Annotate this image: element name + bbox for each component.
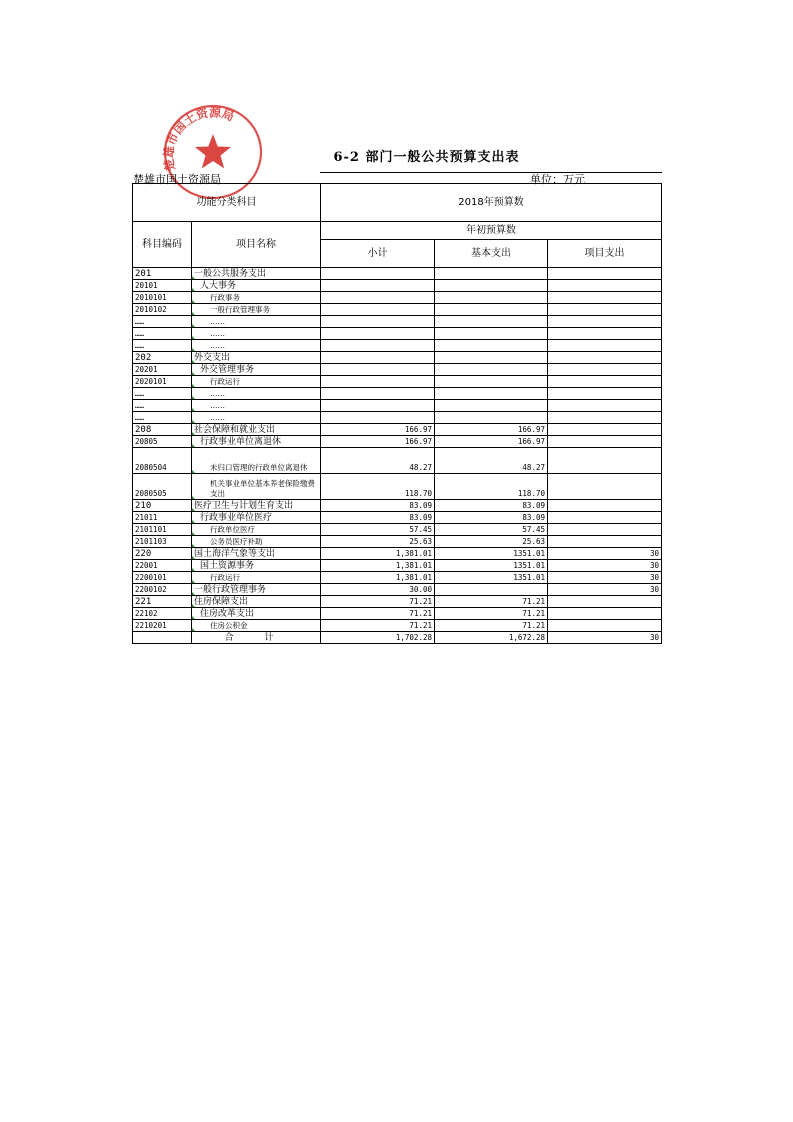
row-name: 行政运行 <box>192 572 321 584</box>
row-subtotal <box>321 352 435 364</box>
header-code: 科目编码 <box>133 222 192 268</box>
row-basic: 48.27 <box>435 448 548 474</box>
row-project: 30 <box>548 548 662 560</box>
row-name: 国土海洋气象等支出 <box>192 548 321 560</box>
row-name: 行政事业单位离退休 <box>192 436 321 448</box>
row-code: 20201 <box>133 364 192 376</box>
table-row <box>133 328 662 340</box>
row-basic: 166.97 <box>435 424 548 436</box>
row-project <box>548 424 662 436</box>
table-row <box>133 280 662 292</box>
table-row <box>133 608 662 620</box>
row-code: 2010102 <box>133 304 192 316</box>
row-name: 社会保障和就业支出 <box>192 424 321 436</box>
row-code: 202 <box>133 352 192 364</box>
table-row <box>133 352 662 364</box>
table-row <box>133 536 662 548</box>
row-code: …… <box>133 400 192 412</box>
row-basic <box>435 268 548 280</box>
row-code: 2080504 <box>133 448 192 474</box>
table-row <box>133 524 662 536</box>
table-row <box>133 412 662 424</box>
row-basic: 25.63 <box>435 536 548 548</box>
row-code: 2200101 <box>133 572 192 584</box>
row-subtotal: 57.45 <box>321 524 435 536</box>
row-project <box>548 524 662 536</box>
table-row <box>133 388 662 400</box>
row-code: 21011 <box>133 512 192 524</box>
header-project: 项目支出 <box>548 240 662 268</box>
row-project <box>548 316 662 328</box>
table-row <box>133 572 662 584</box>
table-row <box>133 512 662 524</box>
row-name: …… <box>192 388 321 400</box>
row-project <box>548 292 662 304</box>
row-subtotal: 30.00 <box>321 584 435 596</box>
row-basic <box>435 584 548 596</box>
row-basic: 1351.01 <box>435 560 548 572</box>
table-row <box>133 376 662 388</box>
row-name: 外交管理事务 <box>192 364 321 376</box>
row-project: 30 <box>548 584 662 596</box>
total-label: 合 计 <box>192 632 321 644</box>
header-divider <box>320 172 662 173</box>
row-code: 201 <box>133 268 192 280</box>
svg-text:楚雄市国土资源局: 楚雄市国土资源局 <box>161 105 236 173</box>
row-code: 22102 <box>133 608 192 620</box>
row-name: …… <box>192 328 321 340</box>
table-row <box>133 620 662 632</box>
row-project <box>548 536 662 548</box>
row-subtotal: 83.09 <box>321 500 435 512</box>
row-name: 人大事务 <box>192 280 321 292</box>
row-name: 一般行政管理事务 <box>192 304 321 316</box>
row-basic: 71.21 <box>435 620 548 632</box>
row-name: 外交支出 <box>192 352 321 364</box>
row-project <box>548 448 662 474</box>
row-subtotal <box>321 412 435 424</box>
organization-name: 楚雄市国土资源局 <box>133 173 221 186</box>
row-basic: 166.97 <box>435 436 548 448</box>
table-row <box>133 316 662 328</box>
row-subtotal <box>321 328 435 340</box>
table-row <box>133 424 662 436</box>
row-subtotal <box>321 388 435 400</box>
row-basic <box>435 376 548 388</box>
row-project <box>548 364 662 376</box>
row-basic: 71.21 <box>435 608 548 620</box>
row-subtotal <box>321 304 435 316</box>
row-subtotal: 83.09 <box>321 512 435 524</box>
table-row <box>133 548 662 560</box>
row-project <box>548 328 662 340</box>
row-project <box>548 596 662 608</box>
total-project: 30 <box>548 632 662 644</box>
row-basic: 83.09 <box>435 512 548 524</box>
row-basic <box>435 412 548 424</box>
row-name: 行政事务 <box>192 292 321 304</box>
row-basic: 118.70 <box>435 474 548 500</box>
row-subtotal <box>321 280 435 292</box>
row-subtotal <box>321 268 435 280</box>
row-basic: 83.09 <box>435 500 548 512</box>
row-project <box>548 512 662 524</box>
header-initial-budget: 年初预算数 <box>321 222 662 240</box>
total-subtotal: 1,702.28 <box>321 632 435 644</box>
row-project <box>548 500 662 512</box>
row-project <box>548 620 662 632</box>
table-row <box>133 500 662 512</box>
row-name: 住房改革支出 <box>192 608 321 620</box>
row-name: …… <box>192 412 321 424</box>
total-basic: 1,672.28 <box>435 632 548 644</box>
row-subtotal <box>321 316 435 328</box>
row-project: 30 <box>548 572 662 584</box>
row-basic <box>435 292 548 304</box>
row-name: 机关事业单位基本养老保险缴费支出 <box>192 474 321 500</box>
row-basic: 57.45 <box>435 524 548 536</box>
row-name: 行政运行 <box>192 376 321 388</box>
row-code: …… <box>133 412 192 424</box>
row-code: …… <box>133 328 192 340</box>
row-code: 2101101 <box>133 524 192 536</box>
row-code: 2020101 <box>133 376 192 388</box>
table-row <box>133 400 662 412</box>
table-row <box>133 304 662 316</box>
row-basic <box>435 388 548 400</box>
row-project <box>548 400 662 412</box>
row-project <box>548 268 662 280</box>
header-basic: 基本支出 <box>435 240 548 268</box>
row-basic <box>435 340 548 352</box>
row-name: 住房公积金 <box>192 620 321 632</box>
row-subtotal: 1,381.01 <box>321 548 435 560</box>
header-name: 项目名称 <box>192 222 321 268</box>
row-code: 22001 <box>133 560 192 572</box>
row-code: …… <box>133 340 192 352</box>
table-row <box>133 560 662 572</box>
row-name: 公务员医疗补助 <box>192 536 321 548</box>
row-name: 行政单位医疗 <box>192 524 321 536</box>
row-code: …… <box>133 388 192 400</box>
row-project <box>548 474 662 500</box>
row-code: 2080505 <box>133 474 192 500</box>
row-code: 2010101 <box>133 292 192 304</box>
row-name: 一般行政管理事务 <box>192 584 321 596</box>
row-basic <box>435 352 548 364</box>
total-code-cell <box>133 632 192 644</box>
row-project <box>548 436 662 448</box>
row-subtotal <box>321 376 435 388</box>
row-basic <box>435 328 548 340</box>
table-row <box>133 268 662 280</box>
row-basic <box>435 316 548 328</box>
row-subtotal: 71.21 <box>321 608 435 620</box>
row-subtotal <box>321 364 435 376</box>
header-budget-year: 2018年预算数 <box>321 184 662 222</box>
table-row <box>133 364 662 376</box>
row-basic: 1351.01 <box>435 572 548 584</box>
table-row <box>133 340 662 352</box>
row-basic <box>435 364 548 376</box>
row-code: …… <box>133 316 192 328</box>
row-name: …… <box>192 316 321 328</box>
row-code: 20805 <box>133 436 192 448</box>
row-subtotal: 166.97 <box>321 436 435 448</box>
row-project <box>548 280 662 292</box>
header-func-category: 功能分类科目 <box>133 184 321 222</box>
table-row <box>133 292 662 304</box>
row-project <box>548 388 662 400</box>
row-basic <box>435 280 548 292</box>
row-code: 2210201 <box>133 620 192 632</box>
row-name: 医疗卫生与计划生育支出 <box>192 500 321 512</box>
row-name: 未归口管理的行政单位离退休 <box>192 448 321 474</box>
table-row <box>133 596 662 608</box>
table-row <box>133 448 662 474</box>
table-row <box>133 584 662 596</box>
row-project: 30 <box>548 560 662 572</box>
row-basic <box>435 400 548 412</box>
table-row <box>133 474 662 500</box>
row-subtotal: 71.21 <box>321 620 435 632</box>
row-subtotal <box>321 400 435 412</box>
row-project <box>548 304 662 316</box>
row-name: …… <box>192 400 321 412</box>
budget-table <box>132 183 662 644</box>
row-name: 行政事业单位医疗 <box>192 512 321 524</box>
row-code: 220 <box>133 548 192 560</box>
page-title: 6-2 部门一般公共预算支出表 <box>333 150 520 165</box>
row-subtotal: 1,381.01 <box>321 560 435 572</box>
row-name: 国土资源事务 <box>192 560 321 572</box>
table-row <box>133 436 662 448</box>
row-subtotal: 48.27 <box>321 448 435 474</box>
row-code: 2200102 <box>133 584 192 596</box>
row-basic: 71.21 <box>435 596 548 608</box>
row-subtotal: 25.63 <box>321 536 435 548</box>
row-code: 210 <box>133 500 192 512</box>
row-name: 一般公共服务支出 <box>192 268 321 280</box>
row-subtotal <box>321 292 435 304</box>
unit-label: 单位：万元 <box>530 173 585 186</box>
row-project <box>548 340 662 352</box>
row-project <box>548 412 662 424</box>
row-subtotal <box>321 340 435 352</box>
row-project <box>548 352 662 364</box>
row-name: 住房保障支出 <box>192 596 321 608</box>
row-subtotal: 166.97 <box>321 424 435 436</box>
row-code: 2101103 <box>133 536 192 548</box>
row-code: 208 <box>133 424 192 436</box>
header-subtotal: 小计 <box>321 240 435 268</box>
row-basic <box>435 304 548 316</box>
row-code: 20101 <box>133 280 192 292</box>
row-subtotal: 118.70 <box>321 474 435 500</box>
row-code: 221 <box>133 596 192 608</box>
row-basic: 1351.01 <box>435 548 548 560</box>
row-project <box>548 376 662 388</box>
row-subtotal: 71.21 <box>321 596 435 608</box>
row-name: …… <box>192 340 321 352</box>
row-subtotal: 1,381.01 <box>321 572 435 584</box>
row-project <box>548 608 662 620</box>
